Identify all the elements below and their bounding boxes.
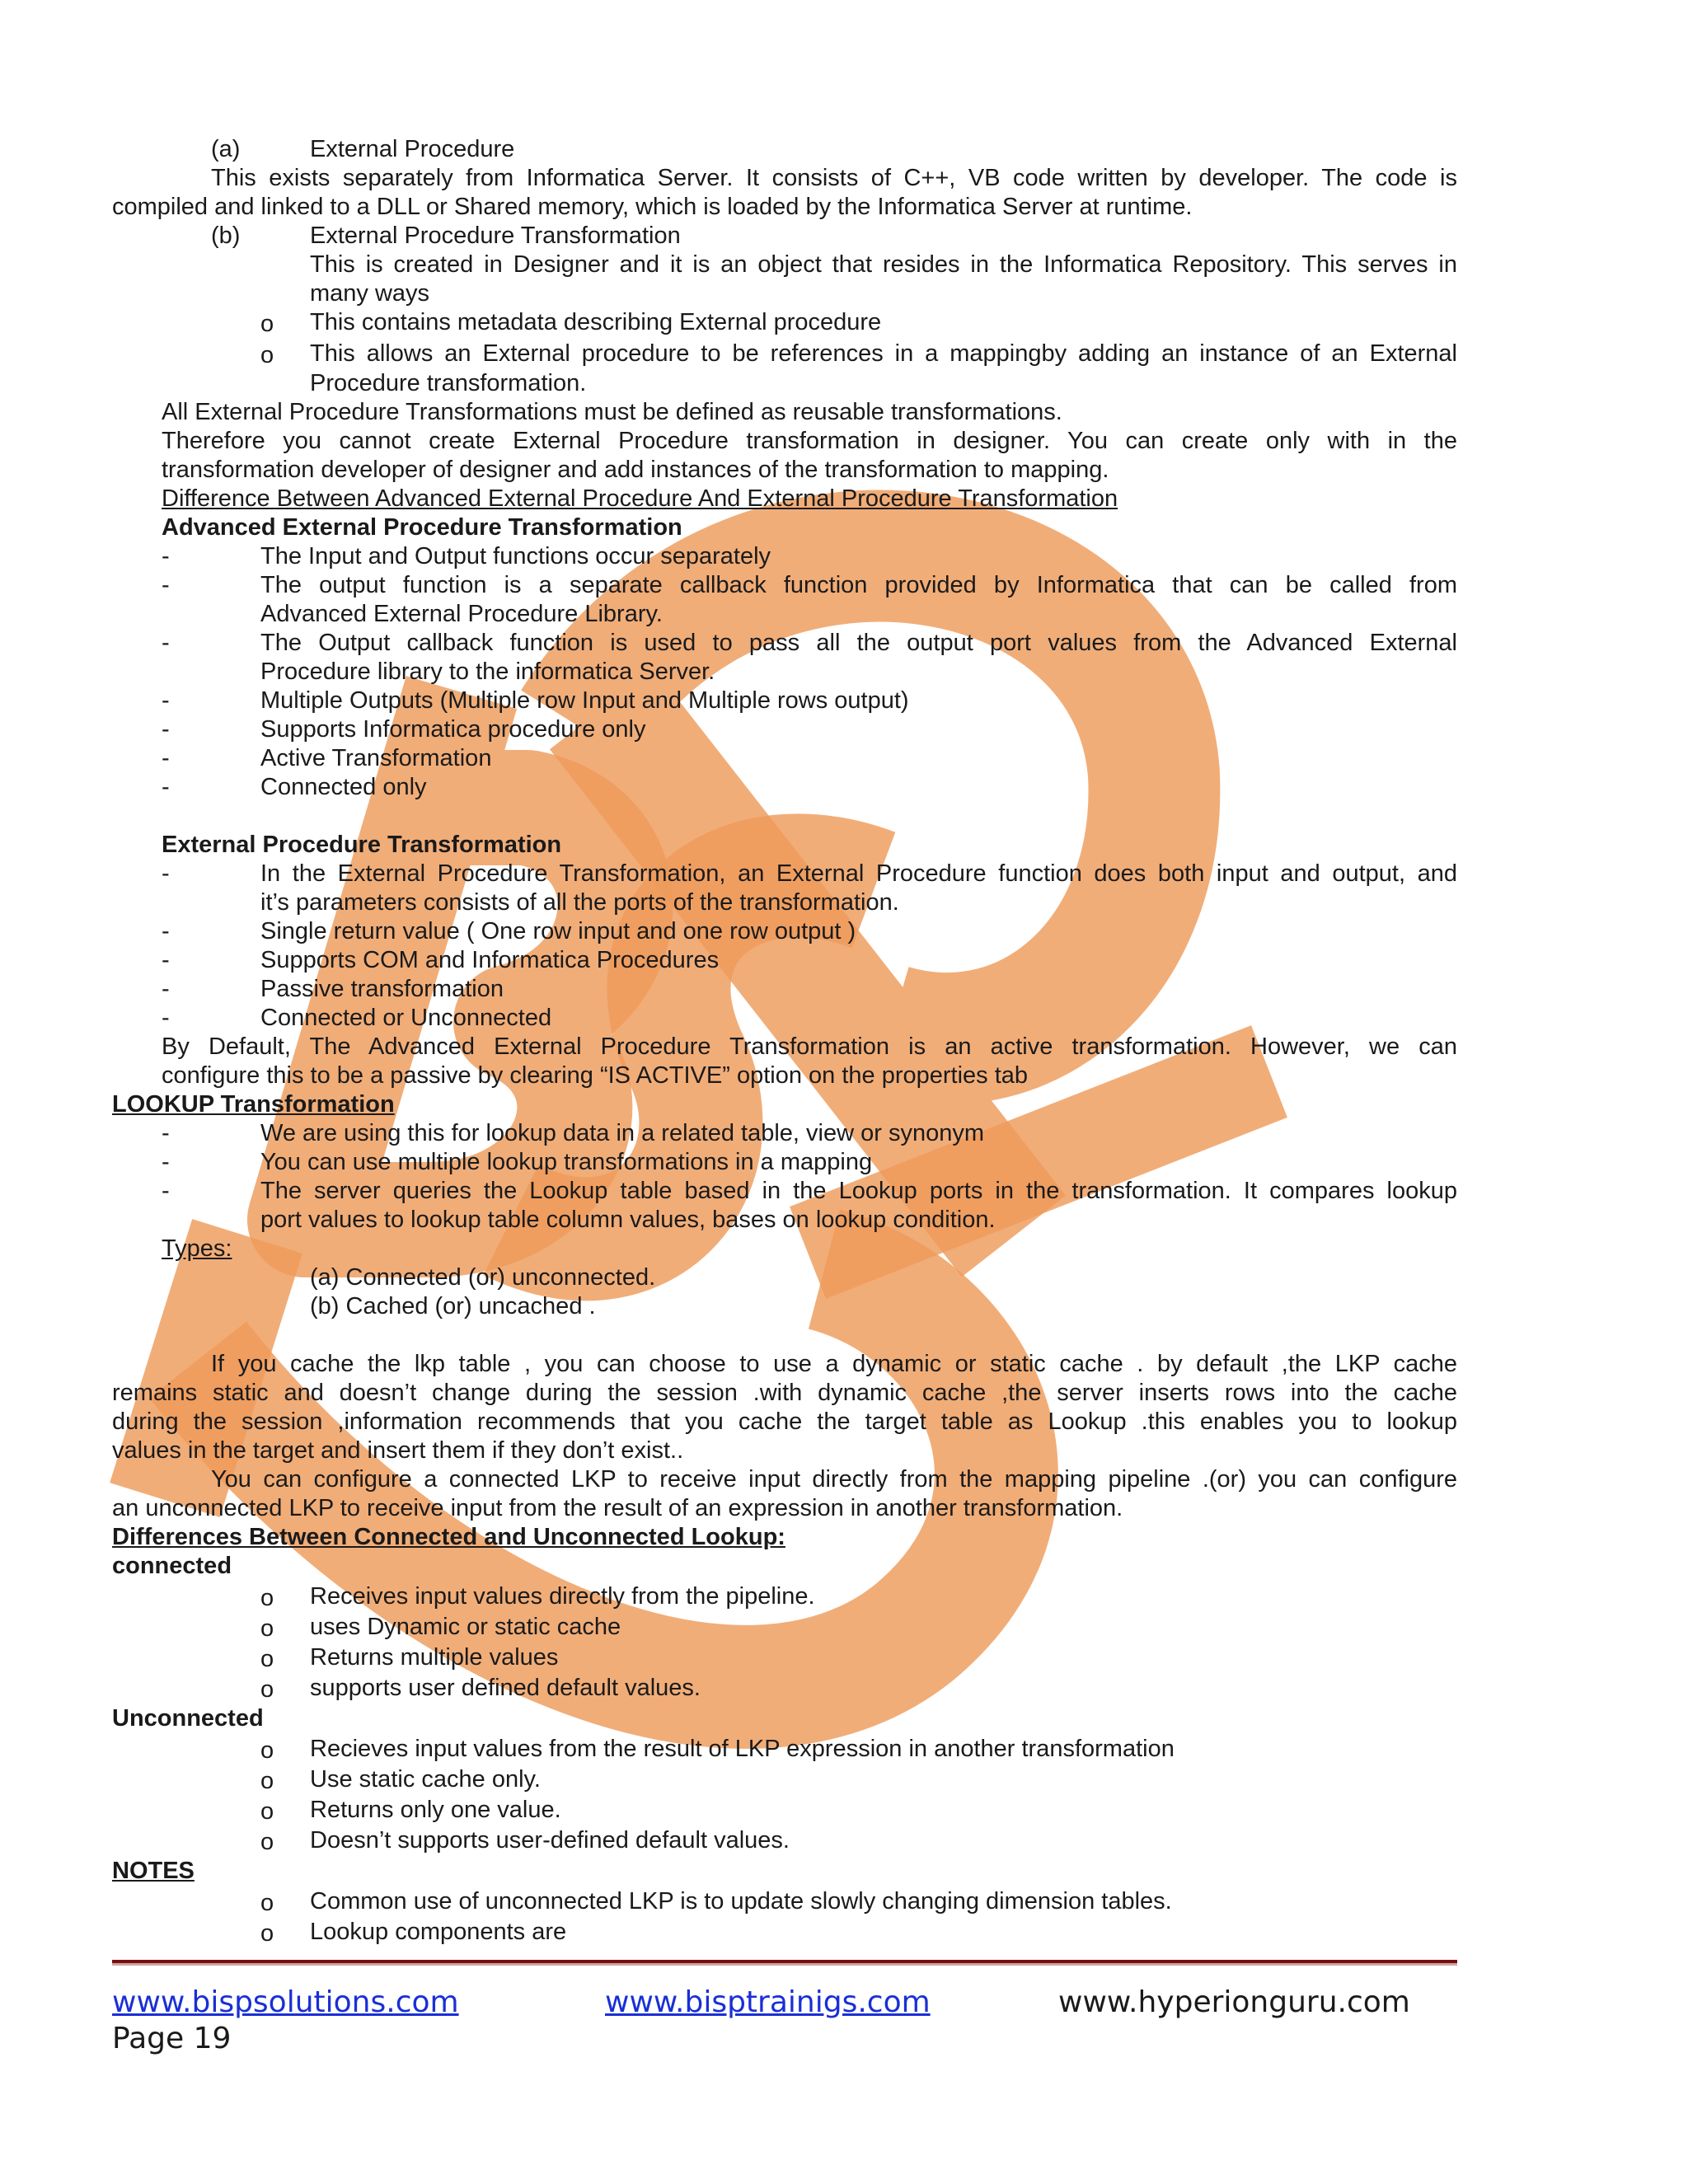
dash-marker: - <box>162 860 170 887</box>
default-note-line-2: configure this to be a passive by clearing “IS ACTIVE” option on the properties tab <box>162 1062 1029 1089</box>
connected-item: Receives input values directly from the pipeline. <box>310 1583 815 1610</box>
therefore-line-2: transformation developer of designer and add instances of the transformation to mapping. <box>162 457 1109 483</box>
dash-marker: - <box>162 1005 170 1031</box>
item-b-label: (b) <box>211 223 241 249</box>
configure-paragraph-line: You can configure a connected LKP to receive input directly from the mapping pipeline .(or) you can configure <box>211 1466 1457 1493</box>
item-b-title: External Procedure Transformation <box>310 223 681 249</box>
footer-link-bisptrainigs[interactable]: www.bisptrainigs.com <box>605 1985 931 2019</box>
dash-marker: - <box>162 630 170 656</box>
lookup-item-continued: port values to lookup table column values, bases on lookup condition. <box>260 1207 996 1233</box>
connected-item: uses Dynamic or static cache <box>310 1614 621 1640</box>
bullet-marker: o <box>260 1585 274 1611</box>
item-a-text-line-2: compiled and linked to a DLL or Shared memory, which is loaded by the Informatica Server at runtime. <box>112 194 1193 220</box>
item-b-text-line-2: many ways <box>310 280 430 307</box>
bullet-item-continued: Procedure transformation. <box>310 370 587 396</box>
advanced-item-continued: Procedure library to the informatica Server. <box>260 658 715 685</box>
dash-marker: - <box>162 543 170 569</box>
bullet-marker: o <box>260 1890 274 1916</box>
bullet-marker: o <box>260 1798 274 1825</box>
bullet-marker: o <box>260 1676 274 1703</box>
configure-paragraph-line: an unconnected LKP to receive input from the result of an expression in another transformation. <box>112 1495 1123 1521</box>
advanced-item: Multiple Outputs (Multiple row Input and Multiple rows output) <box>260 687 909 714</box>
item-b-text-line-1: This is created in Designer and it is an object that resides in the Informatica Repository. This serves in <box>310 251 1457 278</box>
unconnected-item: Returns only one value. <box>310 1797 561 1823</box>
notes-item: Common use of unconnected LKP is to update slowly changing dimension tables. <box>310 1888 1172 1915</box>
dash-marker: - <box>162 687 170 714</box>
lookup-item: We are using this for lookup data in a related table, view or synonym <box>260 1120 984 1146</box>
ep-item: Single return value ( One row input and one row output ) <box>260 918 856 944</box>
cache-paragraph-line: values in the target and insert them if they don’t exist.. <box>112 1437 684 1464</box>
lookup-item: You can use multiple lookup transformations in a mapping <box>260 1149 873 1175</box>
ep-item: Connected or Unconnected <box>260 1005 552 1031</box>
page-number: Page 19 <box>112 2022 232 2055</box>
dash-marker: - <box>162 918 170 944</box>
item-a-title: External Procedure <box>310 136 515 162</box>
advanced-item: Active Transformation <box>260 745 492 771</box>
dash-marker: - <box>162 1120 170 1146</box>
advanced-item-continued: Advanced External Procedure Library. <box>260 601 663 627</box>
type-item: (a) Connected (or) unconnected. <box>310 1264 656 1291</box>
notes-heading: NOTES <box>112 1858 195 1884</box>
unconnected-item: Recieves input values from the result of LKP expression in another transformation <box>310 1736 1175 1762</box>
footer-hyperionguru: www.hyperionguru.com <box>1058 1985 1410 2019</box>
dash-marker: - <box>162 976 170 1002</box>
connected-item: supports user defined default values. <box>310 1675 701 1701</box>
ep-item: Supports COM and Informatica Procedures <box>260 947 720 973</box>
cache-paragraph-line: If you cache the lkp table , you can choose to use a dynamic or static cache . by default ,the LKP cache <box>211 1351 1457 1377</box>
advanced-item: The output function is a separate callback function provided by Informatica that can be called from <box>260 572 1457 598</box>
lookup-item: The server queries the Lookup table based in the Lookup ports in the transformation. It compares lookup <box>260 1178 1457 1204</box>
default-note-line-1: By Default, The Advanced External Procedure Transformation is an active transformation. However, we can <box>162 1033 1457 1060</box>
unconnected-item: Use static cache only. <box>310 1766 541 1793</box>
type-item: (b) Cached (or) uncached . <box>310 1293 596 1319</box>
dash-marker: - <box>162 1178 170 1204</box>
lookup-heading: LOOKUP Transformation <box>112 1091 395 1118</box>
difference-heading: Difference Between Advanced External Procedure And External Procedure Transformation <box>162 485 1118 512</box>
advanced-item: The Output callback function is used to pass all the output port values from the Advanced External <box>260 630 1457 656</box>
differences-heading: Differences Between Connected and Unconnected Lookup: <box>112 1524 785 1550</box>
advanced-item: Connected only <box>260 774 427 800</box>
footer-divider <box>112 1960 1457 1963</box>
advanced-section-heading: Advanced External Procedure Transformation <box>162 514 682 541</box>
dash-marker: - <box>162 716 170 743</box>
therefore-line-1: Therefore you cannot create External Procedure transformation in designer. You can create only with in the <box>162 428 1457 454</box>
bullet-marker: o <box>260 1737 274 1764</box>
unconnected-label: Unconnected <box>112 1705 264 1732</box>
bullet-marker: o <box>260 342 274 368</box>
advanced-item: The Input and Output functions occur separately <box>260 543 771 569</box>
bullet-marker: o <box>260 1646 274 1672</box>
unconnected-item: Doesn’t supports user-defined default values. <box>310 1827 790 1854</box>
bullet-marker: o <box>260 1829 274 1855</box>
connected-item: Returns multiple values <box>310 1644 559 1671</box>
dash-marker: - <box>162 947 170 973</box>
ep-item: Passive transformation <box>260 976 504 1002</box>
item-a-label: (a) <box>211 136 241 162</box>
bullet-item: This contains metadata describing External procedure <box>310 309 882 335</box>
bullet-marker: o <box>260 311 274 337</box>
ep-item: In the External Procedure Transformation, an External Procedure function does both input and output, and <box>260 860 1457 887</box>
bullet-item: This allows an External procedure to be references in a mappingby adding an instance of an External <box>310 340 1457 367</box>
bullet-marker: o <box>260 1615 274 1642</box>
cache-paragraph-line: remains static and doesn’t change during the session .with dynamic cache ,the server inserts rows into the cache <box>112 1380 1457 1406</box>
dash-marker: - <box>162 1149 170 1175</box>
advanced-item: Supports Informatica procedure only <box>260 716 646 743</box>
item-a-text-line-1: This exists separately from Informatica Server. It consists of C++, VB code written by developer. The code is <box>211 165 1457 191</box>
dash-marker: - <box>162 774 170 800</box>
bullet-marker: o <box>260 1768 274 1794</box>
dash-marker: - <box>162 572 170 598</box>
dash-marker: - <box>162 745 170 771</box>
ep-item-continued: it’s parameters consists of all the ports of the transformation. <box>260 889 899 916</box>
cache-paragraph-line: during the session ,information recommends that you cache the target table as Lookup .this enables you to lookup <box>112 1408 1457 1435</box>
types-label: Types: <box>162 1235 232 1262</box>
footer-link-bispsolutions[interactable]: www.bispsolutions.com <box>112 1985 459 2019</box>
notes-item: Lookup components are <box>310 1919 567 1945</box>
bullet-marker: o <box>260 1920 274 1947</box>
ep-section-heading: External Procedure Transformation <box>162 832 562 858</box>
connected-label: connected <box>112 1553 232 1579</box>
reusable-note: All External Procedure Transformations must be defined as reusable transformations. <box>162 399 1062 425</box>
